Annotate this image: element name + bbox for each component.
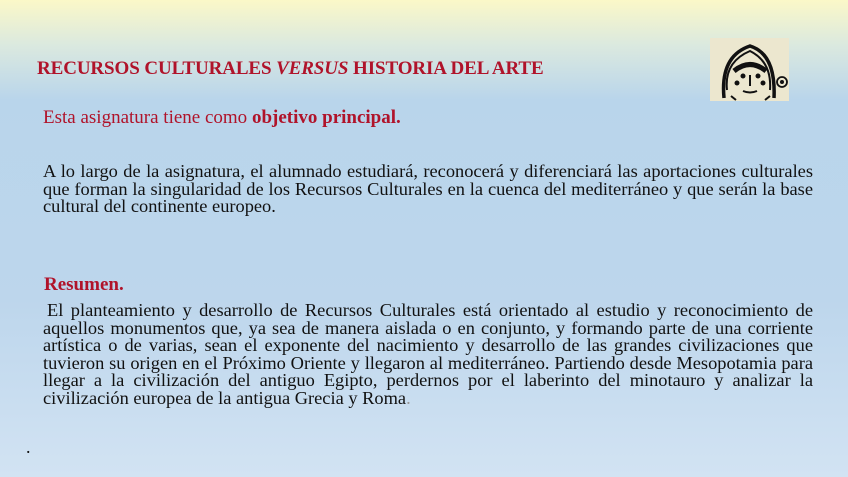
bullet-dot: . [26, 437, 31, 457]
summary-text: El planteamiento y desarrollo de Recursos Culturales está orientado al estudio y reconocimiento de aquellos monumentos que, ya sea de manera aislada o en conjunto, y formando parte de una corriente artística o de varias, sean el exponente del nacimiento y desarrollo de las grandes civilizaciones que tuvieron su origen en el Próximo Oriente y llegaron al mediterráneo. Partiendo desde Mesopotamia para llegar a la civilización del antiguo Egipto, perdernos por el laberinto del minotauro y analizar la civilización europea de la antigua Grecia y Roma [43, 300, 813, 408]
title-part1: RECURSOS CULTURALES [37, 58, 277, 79]
objective-line [43, 107, 401, 129]
intro-paragraph: A lo largo de la asignatura, el alumnado estudiará, reconocerá y diferenciará las aportaciones culturales que forman la singularidad de los Recursos Culturales en la cuenca del mediterráneo y que serán la base cultural del continente europeo. [43, 161, 813, 217]
objective-bold: objetivo principal. [251, 107, 401, 128]
title-italic: VERSUS [276, 58, 349, 79]
title-part2: HISTORIA DEL ARTE [348, 58, 544, 79]
stylized-face-icon [710, 38, 789, 101]
objective-prefix: Esta asignatura tiene como [43, 107, 252, 128]
slide-title [37, 58, 544, 80]
summary-heading: Resumen. [44, 274, 124, 295]
summary-tail: . [406, 387, 411, 408]
summary-paragraph [43, 302, 813, 408]
